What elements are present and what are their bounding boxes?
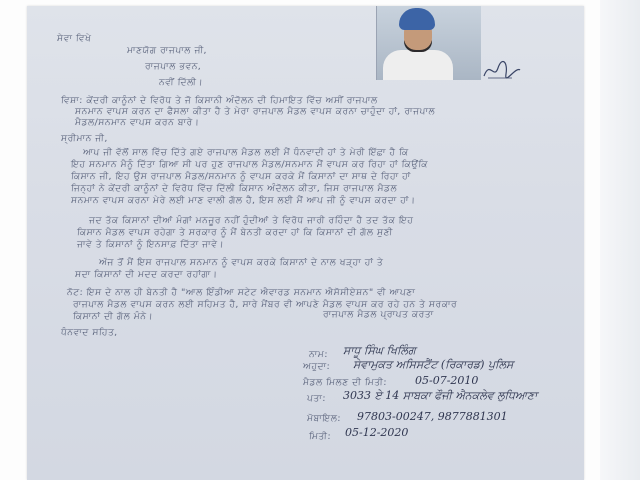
- recipient-line-2: ਰਾਜਪਾਲ ਭਵਨ,: [144, 62, 202, 72]
- salutation: ਸੇਵਾ ਵਿਖੇ: [56, 34, 92, 44]
- sender-title: ਰਾਜਪਾਲ ਮੈਡਲ ਪ੍ਰਾਪਤ ਕਰਤਾ: [322, 310, 434, 320]
- detail-value-name: ਸਾਧੂ ਸਿੰਘ ਖਿਲਿੰਗ: [343, 344, 416, 357]
- detail-value-address: 3033 ਏ 14 ਸਾਬਕਾ ਫੌਜੀ ਐਨਕਲੇਵ ਲੁਧਿਆਣਾ: [343, 389, 538, 402]
- recipient-line-3: ਨਵੀਂ ਦਿੱਲੀ।: [158, 78, 204, 88]
- greeting: ਸ੍ਰੀਮਾਨ ਜੀ,: [60, 134, 109, 144]
- para1-line-4: ਜਿਨ੍ਹਾਂ ਨੇ ਕੇਂਦਰੀ ਕਾਨੂੰਨਾਂ ਦੇ ਵਿਰੋਧ ਵਿੱਚ ਦਿੱਲੀ ਕਿਸਾਨ ਅੰਦੋਲਨ ਕੀਤਾ, ਜਿਸ ਰਾਜਪਾਲ ਮੈਡਲ: [70, 184, 398, 194]
- closing: ਧੰਨਵਾਦ ਸਹਿਤ,: [60, 328, 119, 338]
- photo-shirt: [383, 50, 453, 80]
- para1-line-1: ਆਪ ਜੀ ਵੱਲੋਂ ਸਾਲ ਵਿੱਚ ਦਿੱਤੇ ਗਏ ਰਾਜਪਾਲ ਮੈਡਲ ਲਈ ਮੈਂ ਧੰਨਵਾਦੀ ਹਾਂ ਤੇ ਮੇਰੀ ਇੱਛਾ ਹੈ ਕਿ: [82, 148, 409, 158]
- subject-line-2: ਸਨਮਾਨ ਵਾਪਸ ਕਰਨ ਦਾ ਫੈਸਲਾ ਕੀਤਾ ਹੈ ਤੇ ਮੇਰਾ ਰਾਜਪਾਲ ਮੈਡਲ ਵਾਪਸ ਕਰਨਾ ਚਾਹੁੰਦਾ ਹਾਂ, ਰਾਜਪਾਲ: [74, 107, 436, 117]
- para2-line-2: ਕਿਸਾਨ ਮੈਡਲ ਵਾਪਸ ਰਹੇਗਾ ਤੇ ਸਰਕਾਰ ਨੂੰ ਮੈਂ ਬੇਨਤੀ ਕਰਦਾ ਹਾਂ ਕਿ ਕਿਸਾਨਾਂ ਦੀ ਗੱਲ ਸੁਣੀ: [76, 228, 394, 238]
- sender-photo: [376, 6, 481, 80]
- detail-value-designation: ਸੇਵਾਮੁਕਤ ਅਸਿਸਟੈਂਟ (ਰਿਕਾਰਡ) ਪੁਲਿਸ: [353, 358, 514, 371]
- detail-label-medal-date: ਮੈਡਲ ਮਿਲਣ ਦੀ ਮਿਤੀ:: [302, 378, 388, 388]
- para3-line-1: ਅੱਜ ਤੋਂ ਮੈਂ ਇਸ ਰਾਜਪਾਲ ਸਨਮਾਨ ਨੂੰ ਵਾਪਸ ਕਰਕੇ ਕਿਸਾਨਾਂ ਦੇ ਨਾਲ ਖੜ੍ਹਾ ਹਾਂ ਤੇ: [98, 258, 384, 268]
- detail-value-mobile: 97803-00247, 9877881301: [357, 410, 508, 423]
- para2-line-3: ਜਾਵੇ ਤੇ ਕਿਸਾਨਾਂ ਨੂੰ ਇਨਸਾਫ਼ ਦਿੱਤਾ ਜਾਵੇ।: [76, 240, 225, 250]
- page-edge: [600, 0, 640, 480]
- subject-line-3: ਮੈਡਲ/ਸਨਮਾਨ ਵਾਪਸ ਕਰਨ ਬਾਰੇ।: [74, 118, 200, 128]
- para4-line-2: ਰਾਜਪਾਲ ਮੈਡਲ ਵਾਪਸ ਕਰਨ ਲਈ ਸਹਿਮਤ ਹੈ, ਸਾਰੇ ਮੈਂਬਰ ਵੀ ਆਪਣੇ ਮੈਡਲ ਵਾਪਸ ਕਰ ਰਹੇ ਹਨ ਤੇ ਸਰਕਾਰ: [72, 300, 458, 310]
- subject-line-1: ਵਿਸ਼ਾ: ਕੇਂਦਰੀ ਕਾਨੂੰਨਾਂ ਦੇ ਵਿਰੋਧ ਤੇ ਜੋ ਕਿਸਾਨੀ ਅੰਦੋਲਨ ਦੀ ਹਿਮਾਇਤ ਵਿੱਚ ਅਸੀਂ ਰਾਜਪਾਲ: [60, 96, 378, 106]
- para3-line-2: ਸਦਾ ਕਿਸਾਨਾਂ ਦੀ ਮਦਦ ਕਰਦਾ ਰਹਾਂਗਾ।: [74, 270, 218, 280]
- para4-line-3: ਕਿਸਾਨਾਂ ਦੀ ਗੱਲ ਮੰਨੇ।: [72, 312, 154, 322]
- para4-line-1: ਨੋਟ: ਇਸ ਦੇ ਨਾਲ ਹੀ ਬੇਨਤੀ ਹੈ "ਆਲ ਇੰਡੀਆ ਸਟੇਟ ਐਵਾਰਡ ਸਨਮਾਨ ਐਸੋਸੀਏਸ਼ਨ" ਵੀ ਆਪਣਾ: [66, 288, 416, 298]
- detail-value-medal-date: 05-07-2010: [415, 374, 479, 387]
- recipient-line-1: ਮਾਣਯੋਗ ਰਾਜਪਾਲ ਜੀ,: [126, 46, 208, 56]
- detail-label-name: ਨਾਮ:: [308, 350, 329, 360]
- detail-label-designation: ਅਹੁਦਾ:: [302, 362, 331, 372]
- detail-label-date: ਮਿਤੀ:: [308, 432, 332, 442]
- photo-turban: [399, 8, 435, 30]
- para2-line-1: ਜਦ ਤੱਕ ਕਿਸਾਨਾਂ ਦੀਆਂ ਮੰਗਾਂ ਮਨਜ਼ੂਰ ਨਹੀਂ ਹੁੰਦੀਆਂ ਤੇ ਵਿਰੋਧ ਜਾਰੀ ਰਹਿੰਦਾ ਹੈ ਤਦ ਤੱਕ ਇਹ: [88, 216, 414, 226]
- detail-value-date: 05-12-2020: [345, 426, 409, 439]
- letter-paper: [27, 6, 584, 480]
- para1-line-5: ਸਨਮਾਨ ਵਾਪਸ ਕਰਨਾ ਮੇਰੇ ਲਈ ਮਾਣ ਵਾਲੀ ਗੱਲ ਹੈ, ਇਸ ਲਈ ਮੈਂ ਆਪ ਜੀ ਨੂੰ ਵਾਪਸ ਕਰਦਾ ਹਾਂ।: [70, 196, 416, 206]
- detail-label-mobile: ਮੋਬਾਇਲ:: [306, 414, 342, 424]
- para1-line-2: ਇਹ ਸਨਮਾਨ ਮੈਨੂੰ ਦਿੱਤਾ ਗਿਆ ਸੀ ਪਰ ਹੁਣ ਰਾਜਪਾਲ ਮੈਡਲ/ਸਨਮਾਨ ਮੈਂ ਵਾਪਸ ਕਰ ਰਿਹਾ ਹਾਂ ਕਿਉਂਕਿ: [70, 160, 429, 170]
- detail-label-address: ਪਤਾ:: [306, 394, 327, 404]
- para1-line-3: ਕਿਸਾਨ ਜੀ, ਇਹ ਉਸ ਰਾਜਪਾਲ ਮੈਡਲ/ਸਨਮਾਨ ਨੂੰ ਵਾਪਸ ਕਰਕੇ ਮੈਂ ਕਿਸਾਨਾਂ ਦਾ ਸਾਥ ਦੇ ਰਿਹਾ ਹਾਂ: [70, 172, 412, 182]
- photo-signature: [482, 58, 522, 82]
